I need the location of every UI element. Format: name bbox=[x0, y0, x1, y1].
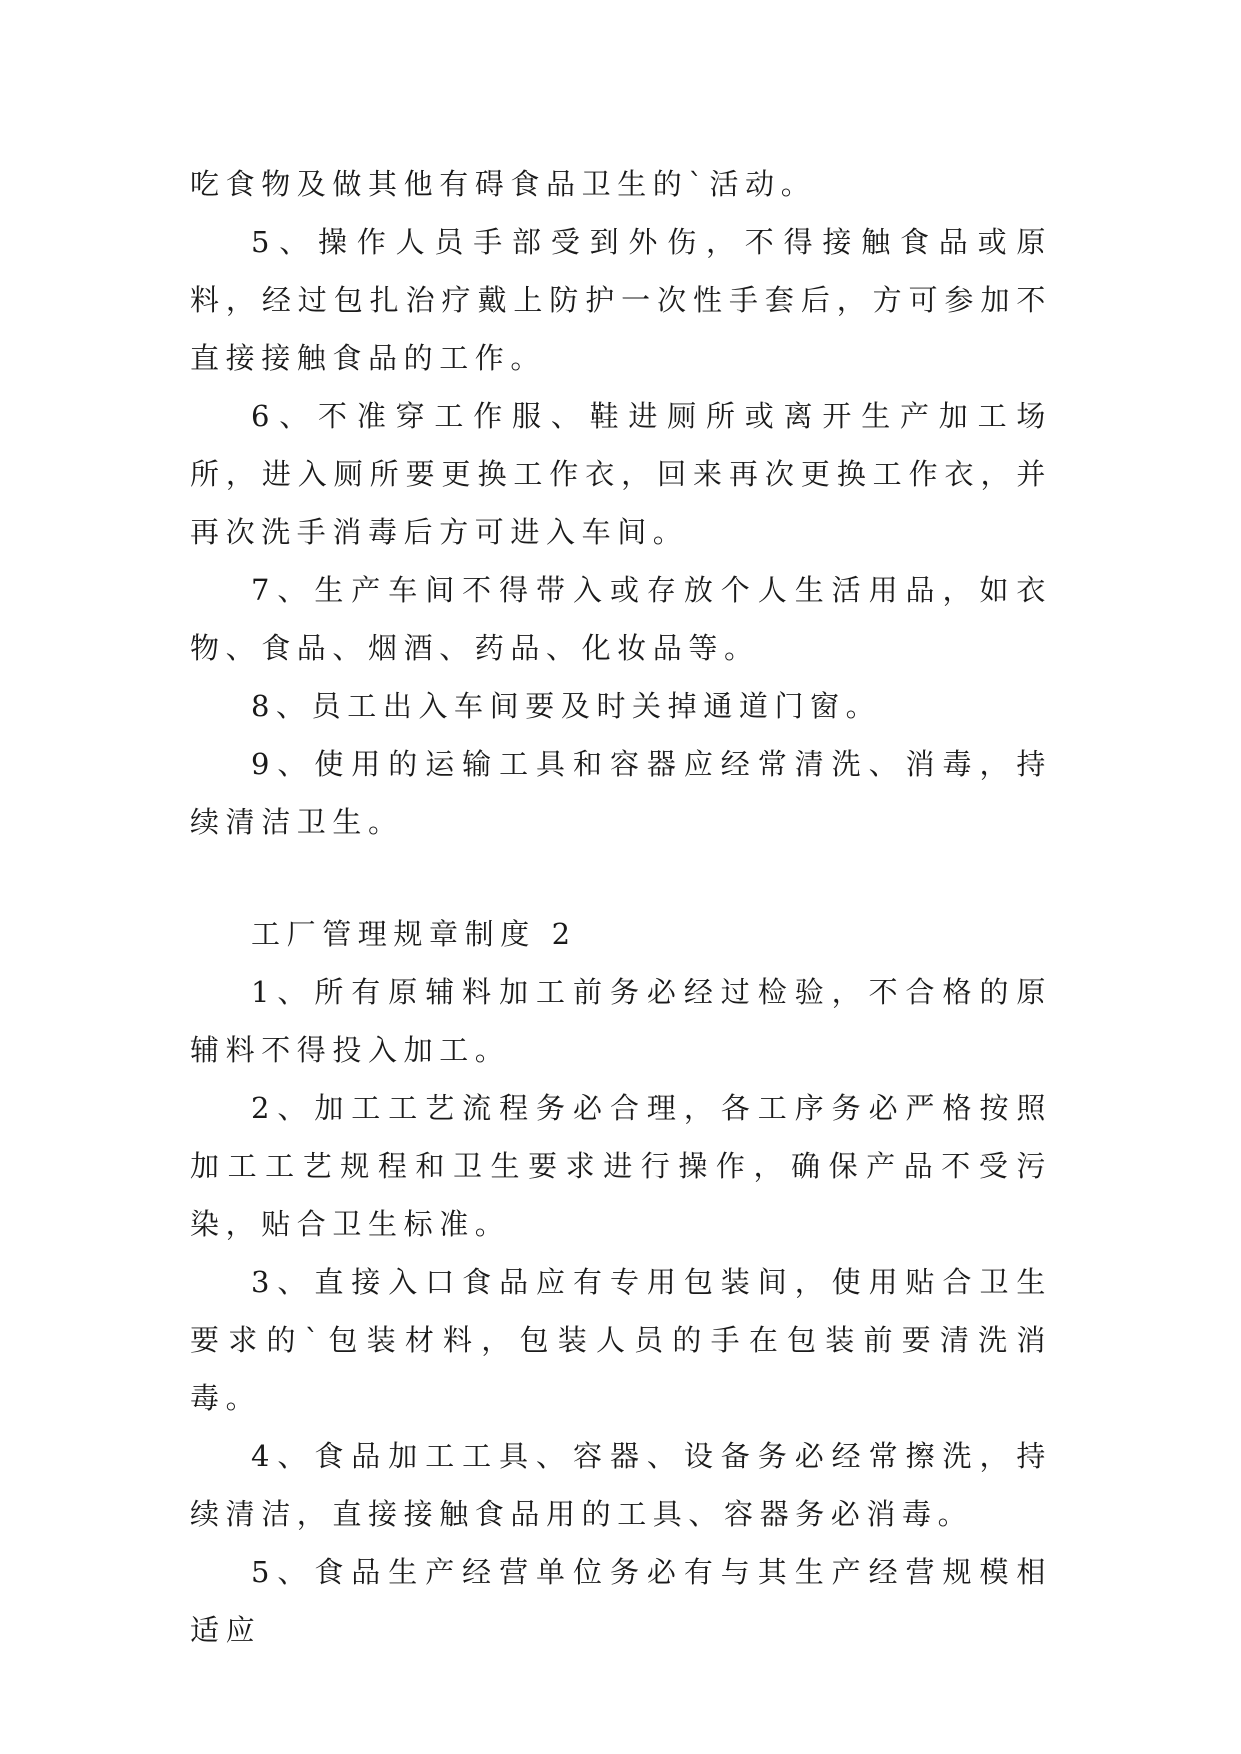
section-title: 工厂管理规章制度 2 bbox=[251, 917, 577, 951]
rule-item-8: 8、员工出入车间要及时关掉通道门窗。 bbox=[251, 689, 882, 723]
rule-item-4: 4、食品加工工具、容器、设备务必经常擦洗，持续清洁，直接接触食品用的工具、容器务必消毒。 bbox=[190, 1439, 1052, 1531]
continuation-paragraph: 吃食物及做其他有碍食品卫生的`活动。 bbox=[190, 167, 817, 201]
rule-item-2: 2、加工工艺流程务必合理，各工序务必严格按照加工工艺规程和卫生要求进行操作，确保产品不受污染，贴合卫生标准。 bbox=[190, 1091, 1052, 1241]
rule-item-5-partial: 5、食品生产经营单位务必有与其生产经营规模相适应 bbox=[190, 1555, 1052, 1647]
section-one bbox=[190, 155, 1052, 851]
rule-item-9: 9、使用的运输工具和容器应经常清洗、消毒，持续清洁卫生。 bbox=[190, 747, 1052, 839]
rule-item-5: 5、操作人员手部受到外伤，不得接触食品或原料，经过包扎治疗戴上防护一次性手套后，方可参加不直接接触食品的工作。 bbox=[190, 225, 1052, 375]
rule-item-6: 6、不准穿工作服、鞋进厕所或离开生产加工场所，进入厕所要更换工作衣，回来再次更换工作衣，并再次洗手消毒后方可进入车间。 bbox=[190, 399, 1052, 549]
rule-item-1: 1、所有原辅料加工前务必经过检验，不合格的原辅料不得投入加工。 bbox=[190, 975, 1052, 1067]
section-two bbox=[190, 905, 1052, 1659]
rule-item-7: 7、生产车间不得带入或存放个人生活用品，如衣物、食品、烟酒、药品、化妆品等。 bbox=[190, 573, 1052, 665]
rule-item-3: 3、直接入口食品应有专用包装间，使用贴合卫生要求的`包装材料，包装人员的手在包装前要清洗消毒。 bbox=[190, 1265, 1052, 1415]
